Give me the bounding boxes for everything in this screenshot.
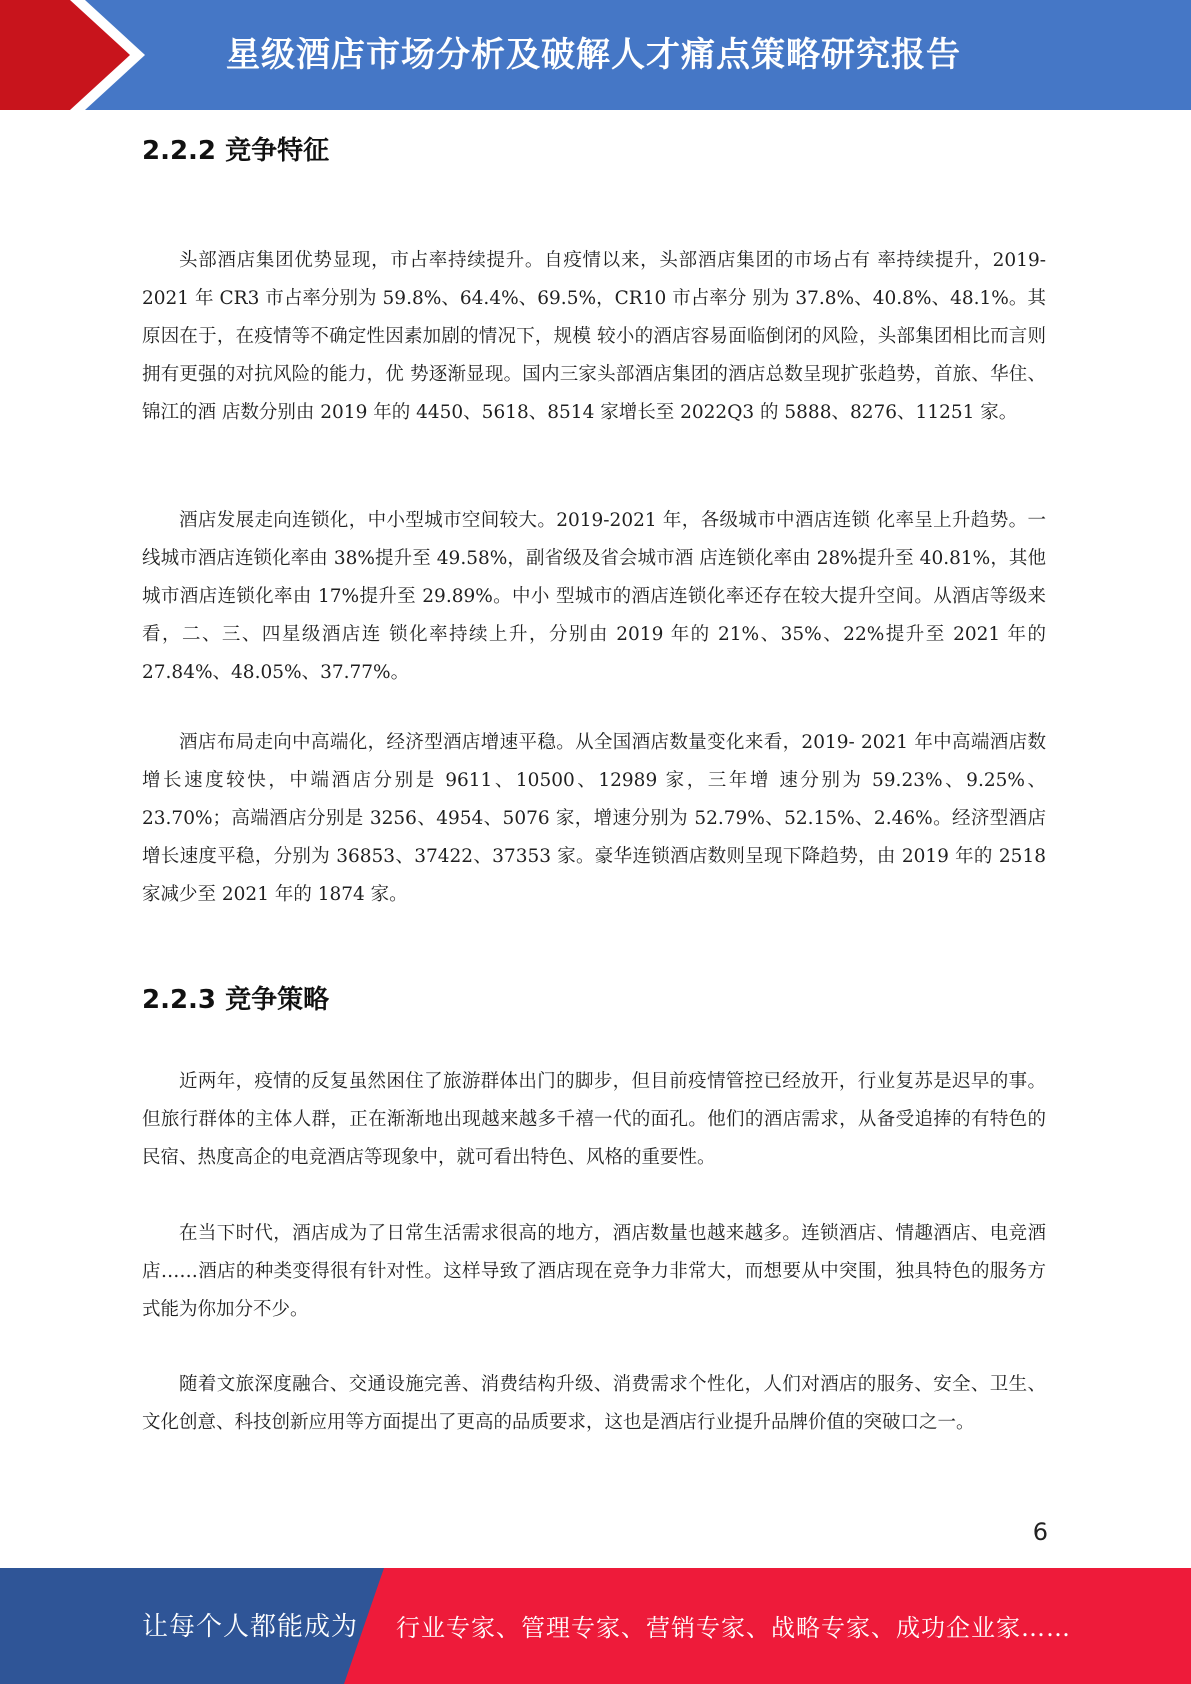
report-title: 星级酒店市场分析及破解人才痛点策略研究报告	[226, 35, 961, 75]
section-heading-2-2-3: 2.2.3 竞争策略	[142, 985, 330, 1015]
header-arrow-graphic	[0, 0, 160, 110]
page-number: 6	[1032, 1518, 1048, 1546]
footer-slogan-left: 让每个人都能成为	[142, 1612, 359, 1642]
page-header	[0, 0, 1191, 110]
page-footer	[0, 1568, 1191, 1684]
paragraph: 近两年，疫情的反复虽然困住了旅游群体出门的脚步，但目前疫情管控已经放开，行业复苏是迟早的事。但旅行群体的主体人群，正在渐渐地出现越来越多千禧一代的面孔。他们的酒店需求，从备受追捧的有特色的民宿、热度高企的电竞酒店等现象中，就可看出特色、风格的重要性。	[142, 1071, 1046, 1168]
paragraph: 随着文旅深度融合、交通设施完善、消费结构升级、消费需求个性化，人们对酒店的服务、安全、卫生、文化创意、科技创新应用等方面提出了更高的品质要求，这也是酒店行业提升品牌价值的突破口之一。	[142, 1374, 1046, 1433]
paragraph: 在当下时代，酒店成为了日常生活需求很高的地方，酒店数量也越来越多。连锁酒店、情趣酒店、电竞酒店……酒店的种类变得很有针对性。这样导致了酒店现在竞争力非常大，而想要从中突围，独具特色的服务方式能为你加分不少。	[142, 1223, 1046, 1320]
paragraph: 酒店布局走向中高端化，经济型酒店增速平稳。从全国酒店数量变化来看，2019- 2021 年中高端酒店数增长速度较快，中端酒店分别是 9611、10500、12989 家，三年增 速分别为 59.23%、9.25%、23.70%；高端酒店分别是 3256、4954、5076 家，增速分别为 52.79%、52.15%、2.46%。经济型酒店增长速度平稳，分别为 36853、37422、37353 家。豪华连锁酒店数则呈现下降趋势，由 2019 年的 2518 家减少至 2021 年的 1874 家。	[142, 732, 1046, 905]
paragraph: 头部酒店集团优势显现，市占率持续提升。自疫情以来，头部酒店集团的市场占有 率持续提升，2019-2021 年 CR3 市占率分别为 59.8%、64.4%、69.5%，CR10 市占率分 别为 37.8%、40.8%、48.1%。其原因在于，在疫情等不确定性因素加剧的情况下，规模 较小的酒店容易面临倒闭的风险，头部集团相比而言则拥有更强的对抗风险的能力，优 势逐渐显现。国内三家头部酒店集团的酒店总数呈现扩张趋势，首旅、华住、锦江的酒 店数分别由 2019 年的 4450、5618、8514 家增长至 2022Q3 的 5888、8276、11251 家。	[142, 250, 1046, 423]
section-heading-2-2-2: 2.2.2 竞争特征	[142, 136, 330, 166]
footer-slogan-right: 行业专家、管理专家、营销专家、战略专家、成功企业家……	[396, 1614, 1071, 1642]
paragraph: 酒店发展走向连锁化，中小型城市空间较大。2019-2021 年，各级城市中酒店连锁 化率呈上升趋势。一线城市酒店连锁化率由 38%提升至 49.58%，副省级及省会城市酒 店连锁化率由 28%提升至 40.81%，其他城市酒店连锁化率由 17%提升至 29.89%。中小 型城市的酒店连锁化率还存在较大提升空间。从酒店等级来看，二、三、四星级酒店连 锁化率持续上升，分别由 2019 年的 21%、35%、22%提升至 2021 年的 27.84%、48.05%、37.77%。	[142, 510, 1046, 683]
